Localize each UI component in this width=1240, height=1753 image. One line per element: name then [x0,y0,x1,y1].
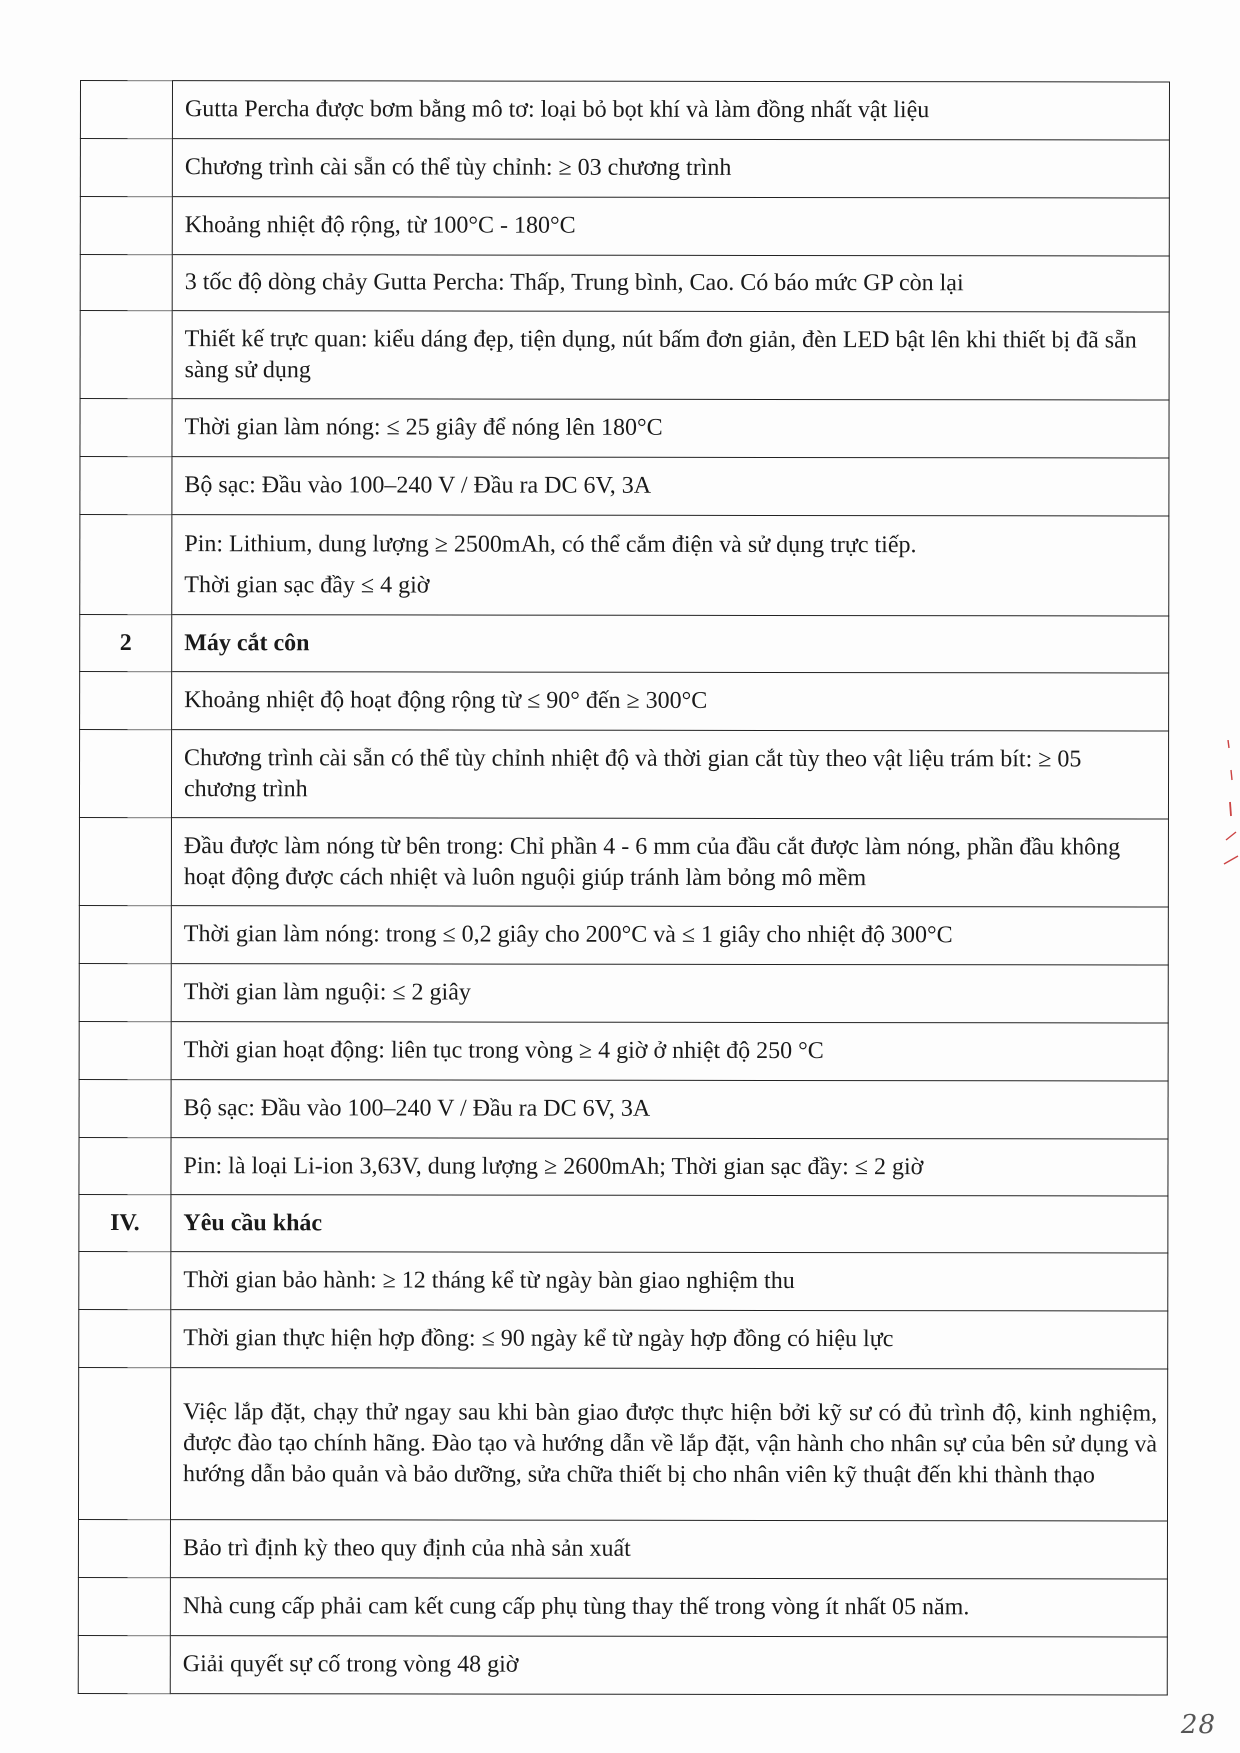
requirement-cell: Thời gian bảo hành: ≥ 12 tháng kể từ ngày bàn giao nghiệm thu [171,1252,1168,1311]
row-number-cell [78,1577,170,1635]
row-number-cell [80,399,172,457]
row-number-cell [80,255,172,311]
table-row [80,197,1169,257]
requirement-cell: Bộ sạc: Đầu vào 100–240 V / Đầu ra DC 6V, 3A [172,457,1169,516]
requirement-cell: Bộ sạc: Đầu vào 100–240 V / Đầu ra DC 6V, 3A [171,1080,1168,1139]
requirement-cell: Thiết kế trực quan: kiểu dáng đẹp, tiện dụng, nút bấm đơn giản, đèn LED bật lên khi thiết bị đã sẵn sàng sử dụng [172,311,1169,400]
table-row [79,905,1168,965]
table-row [79,730,1168,820]
row-number-cell [80,457,172,515]
table-row [78,1519,1167,1579]
table-row [78,1577,1167,1637]
requirement-text-secondary: Thời gian sạc đầy ≤ 4 giờ [184,571,430,598]
margin-pen-marks [1222,740,1240,870]
requirement-cell: Gutta Percha được bơm bằng mô tơ: loại bỏ bọt khí và làm đồng nhất vật liệu [172,81,1169,140]
table-row [80,515,1169,617]
table-row [79,1079,1168,1139]
row-number-cell: IV. [79,1194,171,1251]
table-row [80,81,1169,141]
requirement-cell: Thời gian làm nóng: ≤ 25 giây để nóng lên 180°C [172,399,1169,458]
specification-table-body [78,81,1169,1696]
table-row [79,1194,1168,1253]
row-number-cell [79,1021,171,1079]
row-number-cell [79,1309,171,1367]
row-number-cell [80,311,172,399]
requirement-text: Pin: Lithium, dung lượng ≥ 2500mAh, có thể cắm điện và sử dụng trực tiếp. [184,530,917,558]
requirement-cell: Chương trình cài sẵn có thể tùy chỉnh: ≥ 03 chương trình [172,139,1169,198]
row-number-cell [79,905,171,963]
requirement-cell: 3 tốc độ dòng chảy Gutta Percha: Thấp, Trung bình, Cao. Có báo mức GP còn lại [172,255,1169,312]
requirement-cell: Bảo trì định kỳ theo quy định của nhà sản xuất [170,1520,1167,1579]
requirement-cell: Khoảng nhiệt độ rộng, từ 100°C - 180°C [172,197,1169,256]
table-row [80,672,1169,732]
requirement-cell: Nhà cung cấp phải cam kết cung cấp phụ tùng thay thế trong vòng ít nhất 05 năm. [170,1578,1167,1637]
page-number: 28 [1180,1710,1216,1740]
table-row [80,457,1169,517]
table-row [79,1309,1168,1369]
requirement-cell: Thời gian làm nguội: ≤ 2 giây [171,964,1168,1023]
requirement-cell: Chương trình cài sẵn có thể tùy chỉnh nhiệt độ và thời gian cắt tùy theo vật liệu trám bít: ≥ 05 chương trình [171,730,1168,819]
section-heading-cell: Máy cắt côn [172,615,1169,673]
table-row [80,139,1169,199]
table-row [80,399,1169,459]
row-number-cell [79,963,171,1021]
table-row [79,1251,1168,1311]
requirement-cell [172,515,1169,616]
requirement-cell: Giải quyết sự cố trong vòng 48 giờ [170,1636,1167,1695]
row-number-cell [79,818,171,906]
requirement-cell: Thời gian thực hiện hợp đồng: ≤ 90 ngày kể từ ngày hợp đồng có hiệu lực [171,1310,1168,1369]
row-number-cell: 2 [80,615,172,672]
requirement-cell: Thời gian làm nóng: trong ≤ 0,2 giây cho 200°C và ≤ 1 giây cho nhiệt độ 300°C [171,906,1168,965]
table-row [80,615,1169,674]
table-row [78,1635,1167,1695]
specification-table [78,80,1170,1696]
row-number-cell [78,1519,170,1577]
requirement-cell: Thời gian hoạt động: liên tục trong vòng ≥ 4 giờ ở nhiệt độ 250 °C [171,1022,1168,1081]
row-number-cell [79,1079,171,1137]
row-number-cell [80,81,172,139]
row-number-cell [79,1137,171,1194]
requirement-cell: Pin: là loại Li-ion 3,63V, dung lượng ≥ 2600mAh; Thời gian sạc đầy: ≤ 2 giờ [171,1138,1168,1196]
row-number-cell [80,139,172,197]
table-row [79,818,1168,908]
row-number-cell [80,197,172,255]
row-number-cell [78,1367,170,1519]
requirement-cell: Việc lắp đặt, chạy thử ngay sau khi bàn giao được thực hiện bởi kỹ sư có đủ trình độ, kinh nghiệm, được đào tạo chính hãng. Đào tạo và hướng dẫn về lắp đặt, vận hành cho nhân sự của bên sử dụng và hướng dẫn bảo quản và bảo dưỡng, sửa chữa thiết bị cho nhân viên kỹ thuật đến khi thành thạo [170,1368,1167,1521]
table-row [80,255,1169,313]
row-number-cell [79,1251,171,1309]
row-number-cell [79,730,171,818]
section-heading-cell: Yêu cầu khác [171,1195,1168,1253]
row-number-cell [80,672,172,730]
requirement-cell: Khoảng nhiệt độ hoạt động rộng từ ≤ 90° đến ≥ 300°C [172,672,1169,731]
row-number-cell [78,1635,170,1693]
row-number-cell [80,515,172,615]
table-row [79,963,1168,1023]
table-row [78,1367,1167,1521]
table-row [79,1137,1168,1196]
requirement-cell: Đầu được làm nóng từ bên trong: Chỉ phần 4 - 6 mm của đầu cắt được làm nóng, phần đầu không hoạt động được cách nhiệt và luôn nguội giúp tránh làm bỏng mô mềm [171,818,1168,907]
table-row [79,1021,1168,1081]
table-row [80,311,1169,401]
